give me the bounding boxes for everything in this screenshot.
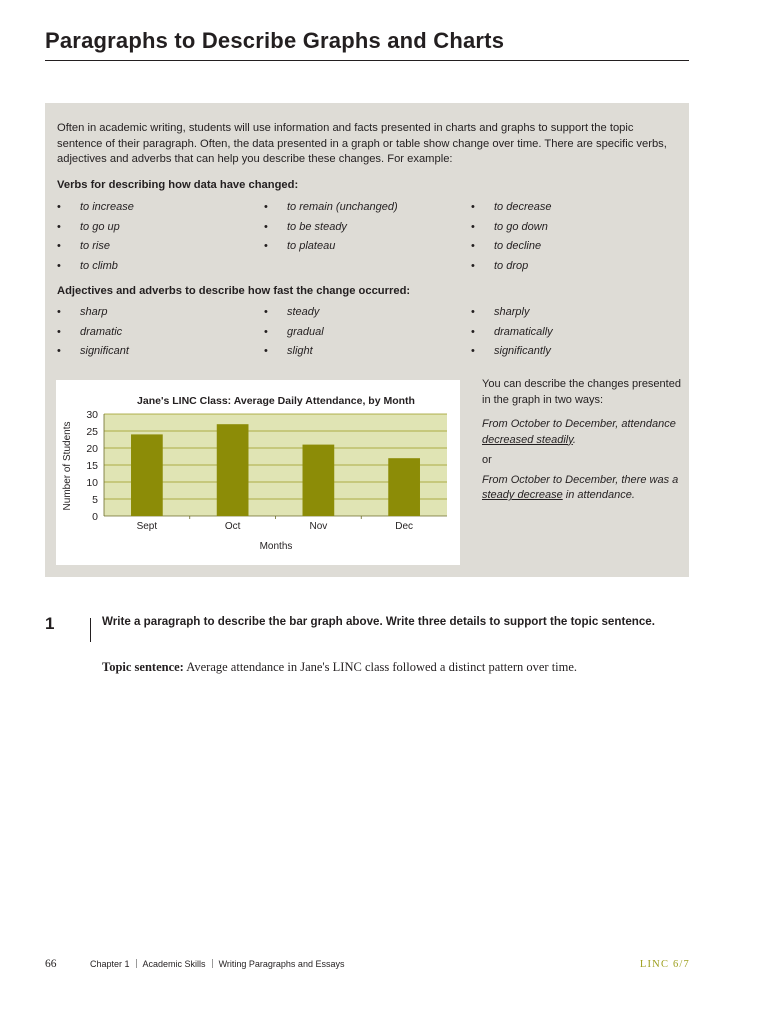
footer-subsection: Writing Paragraphs and Essays (218, 959, 345, 969)
list-item: • sharp (57, 306, 108, 318)
side-note (482, 377, 682, 504)
list-item: • dramatically (471, 325, 553, 338)
list-item: • to remain (unchanged) (264, 201, 398, 213)
chart-x-tick-label: Oct (224, 521, 241, 532)
exercise-instruction: Write a paragraph to describe the bar graph above. Write three details to support the topic sentence. (102, 615, 655, 628)
adjectives-list (57, 303, 129, 362)
footer-chapter: Chapter 1 (90, 959, 130, 969)
exercise-number: 1 (45, 614, 55, 633)
list-item: • to be steady (264, 220, 347, 233)
chart-bar (131, 434, 163, 516)
footer-breadcrumb (90, 959, 344, 969)
topic-sentence-label: Topic sentence: (102, 660, 184, 674)
chart-y-tick-label: 25 (86, 426, 98, 438)
list-item: • to increase (57, 201, 134, 213)
chart-x-axis-label: Months (259, 541, 293, 552)
chart-bar (217, 424, 249, 516)
list-item: • to decrease (471, 201, 552, 213)
verbs-list-increase (57, 198, 134, 276)
chart-y-tick-label: 15 (86, 460, 98, 472)
list-item: • to climb (57, 259, 118, 272)
list-item: • sharply (471, 306, 530, 318)
chart-x-tick-label: Sept (136, 521, 158, 532)
chart-bar (388, 458, 420, 516)
chart-title: Jane's LINC Class: Average Daily Attendance, by Month (137, 395, 415, 407)
chart-y-tick-label: 5 (92, 494, 98, 506)
chart-y-tick-label: 0 (92, 511, 98, 523)
attendance-bar-chart (56, 380, 460, 565)
list-item: • slight (264, 345, 313, 357)
list-item: • significant (57, 345, 129, 357)
adjectives-list-slow (264, 303, 324, 362)
page-title: Paragraphs to Describe Graphs and Charts (45, 28, 505, 53)
list-item: • to go up (57, 220, 120, 233)
chart-x-tick-label: Dec (395, 521, 414, 532)
list-item: • significantly (471, 345, 551, 357)
intro-paragraph: Often in academic writing, students will use information and facts presented in charts and graphs to support the topic sentence of their paragraph. Often, the data presented in a graph or table show change over time. There are specific verbs, adjectives and adverbs that can help you describe these changes. For example: (57, 122, 667, 165)
list-item: • gradual (264, 325, 324, 338)
info-box (45, 103, 689, 577)
topic-sentence (102, 660, 577, 675)
list-item: • dramatic (57, 325, 123, 338)
page-footer (0, 958, 768, 974)
side-note-example-2: From October to December, there was a steady decrease in attendance. (482, 473, 679, 501)
footer-brand: LINC 6/7 (639, 959, 690, 970)
chart-bar (303, 445, 335, 516)
chart-y-tick-label: 30 (86, 409, 98, 421)
side-note-or: or (482, 454, 492, 466)
list-item: • steady (264, 306, 320, 318)
side-note-intro: You can describe the changes presented in the graph in two ways: (482, 378, 681, 406)
exercise-divider (90, 618, 91, 642)
adjectives-heading: Adjectives and adverbs to describe how fast the change occurred: (57, 285, 411, 297)
side-note-example-1: From October to December, attendance decreased steadily. (482, 418, 676, 446)
chart-x-tick-label: Nov (309, 521, 328, 532)
list-item: • to drop (471, 259, 529, 272)
adverbs-list (471, 303, 553, 362)
verbs-list-decrease (471, 198, 551, 276)
footer-section: Academic Skills (142, 959, 206, 969)
list-item: • to plateau (264, 240, 336, 252)
verbs-list-steady (264, 198, 398, 257)
title-divider (45, 60, 689, 61)
chart-y-tick-label: 20 (86, 443, 98, 455)
chart-y-tick-label: 10 (86, 477, 98, 489)
topic-sentence-text: Average attendance in Jane's LINC class followed a distinct pattern over time. (183, 660, 578, 674)
list-item: • to go down (471, 220, 548, 233)
attendance-chart-panel (56, 380, 460, 565)
page-number: 66 (45, 958, 57, 970)
verbs-heading: Verbs for describing how data have changed: (57, 179, 299, 191)
chart-y-axis-label: Number of Students (62, 421, 73, 511)
list-item: • to decline (471, 240, 542, 252)
list-item: • to rise (57, 240, 110, 252)
